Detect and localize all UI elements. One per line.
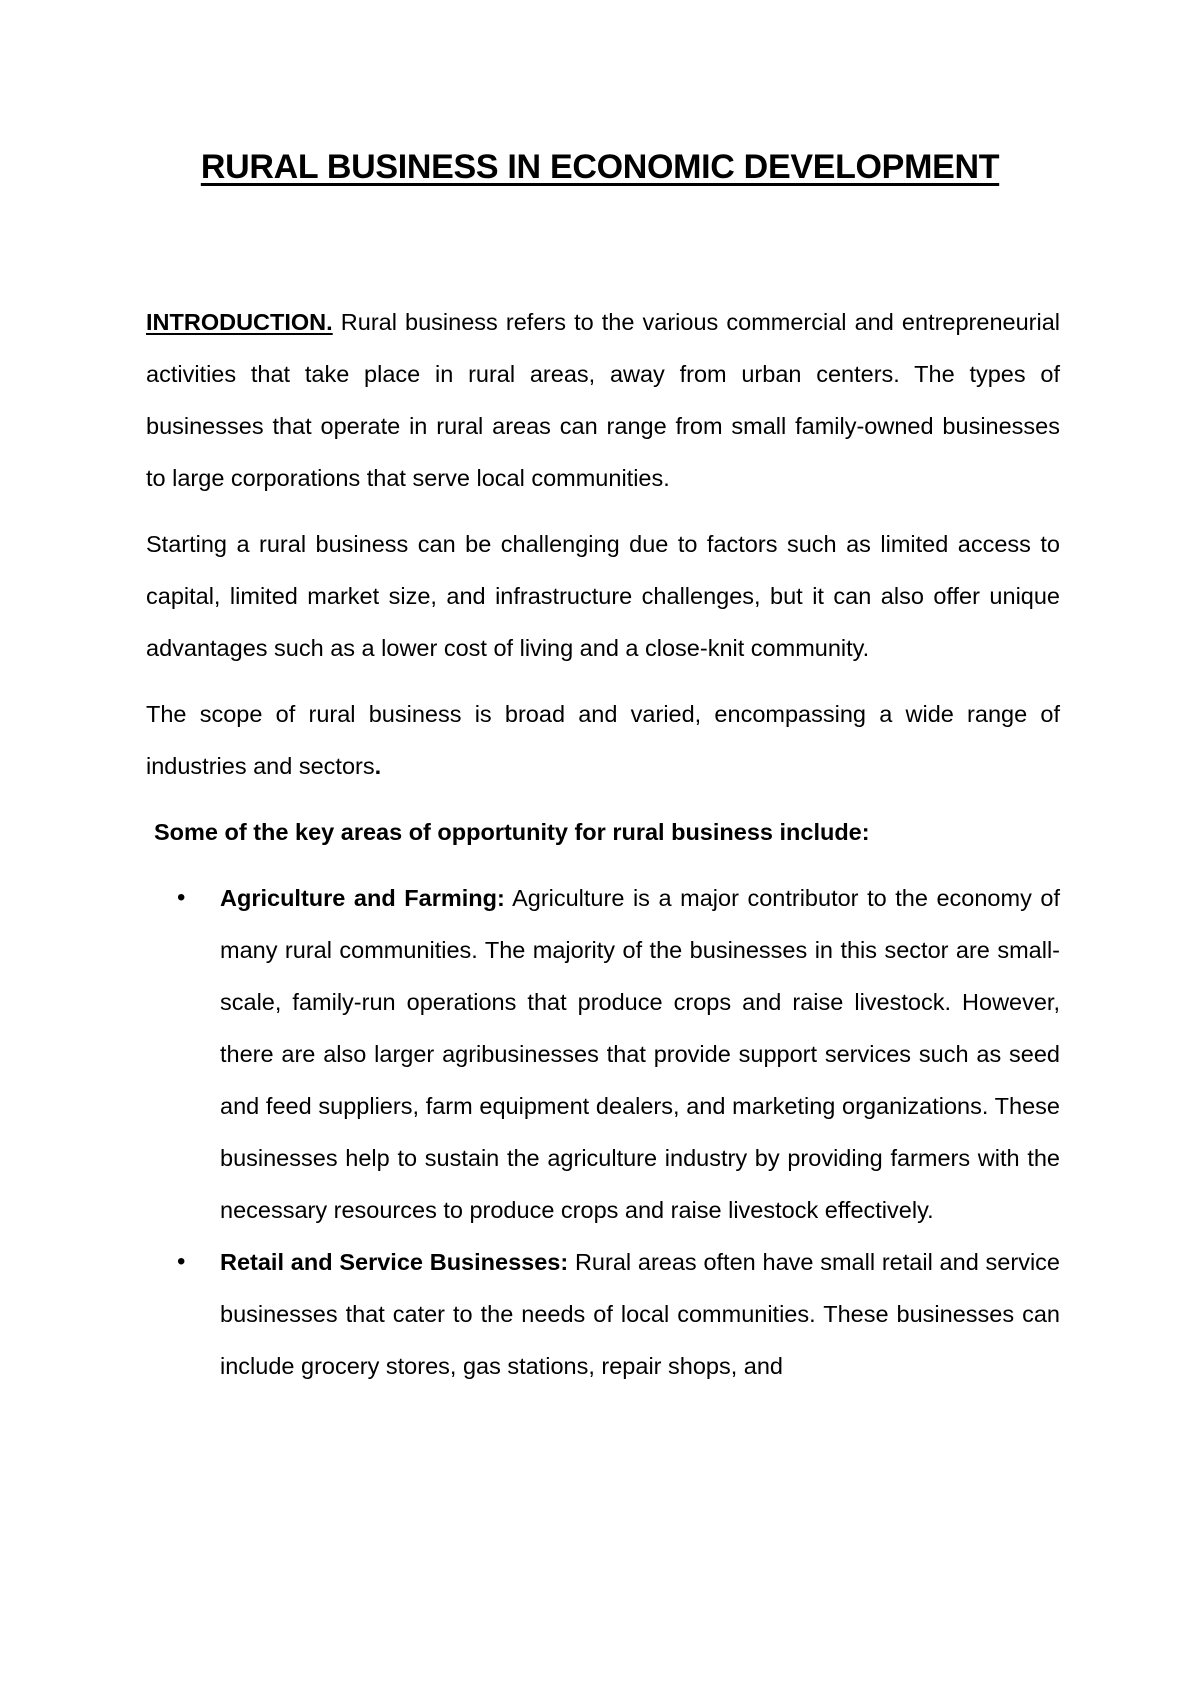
scope-text: The scope of rural business is broad and varied, encompassing a wide range of industries and sectors: [146, 701, 1060, 779]
list-item-agriculture: [177, 872, 1060, 1236]
bullet-icon: •: [177, 884, 186, 911]
opportunity-list: [146, 872, 1060, 1392]
list-item-retail: [177, 1236, 1060, 1392]
scope-period: .: [374, 753, 382, 779]
list-item-text: Agriculture is a major contributor to the economy of many rural communities. The majority of the businesses in this sector are small-scale, family-run operations that produce crops and raise livestock. However, there are also larger agribusinesses that provide support services such as seed and feed suppliers, farm equipment dealers, and marketing organizations. These businesses help to sustain the agriculture industry by providing farmers with the necessary resources to produce crops and raise livestock effectively.: [220, 885, 1060, 1223]
introduction-label: INTRODUCTION.: [146, 309, 333, 335]
document-body: [146, 296, 1060, 1392]
document-title: RURAL BUSINESS IN ECONOMIC DEVELOPMENT: [200, 148, 1000, 186]
opportunity-subheading: Some of the key areas of opportunity for rural business include:: [154, 819, 870, 845]
list-item-term: Agriculture and Farming:: [220, 885, 505, 911]
bullet-icon: •: [177, 1248, 186, 1275]
challenges-paragraph: Starting a rural business can be challenging due to factors such as limited access to capital, limited market size, and infrastructure challenges, but it can also offer unique advantages such as a lower cost of living and a close-knit community.: [146, 531, 1060, 661]
list-item-term: Retail and Service Businesses:: [220, 1249, 569, 1275]
list-item-text: Rural areas often have small retail and service businesses that cater to the needs of local communities. These businesses can include grocery stores, gas stations, repair shops, and: [220, 1249, 1060, 1379]
scope-paragraph: [146, 688, 1060, 792]
introduction-text: Rural business refers to the various commercial and entrepreneurial activities that take place in rural areas, away from urban centers. The types of businesses that operate in rural areas can range from small family-owned businesses to large corporations that serve local communities.: [146, 309, 1060, 491]
introduction-paragraph: [146, 296, 1060, 504]
